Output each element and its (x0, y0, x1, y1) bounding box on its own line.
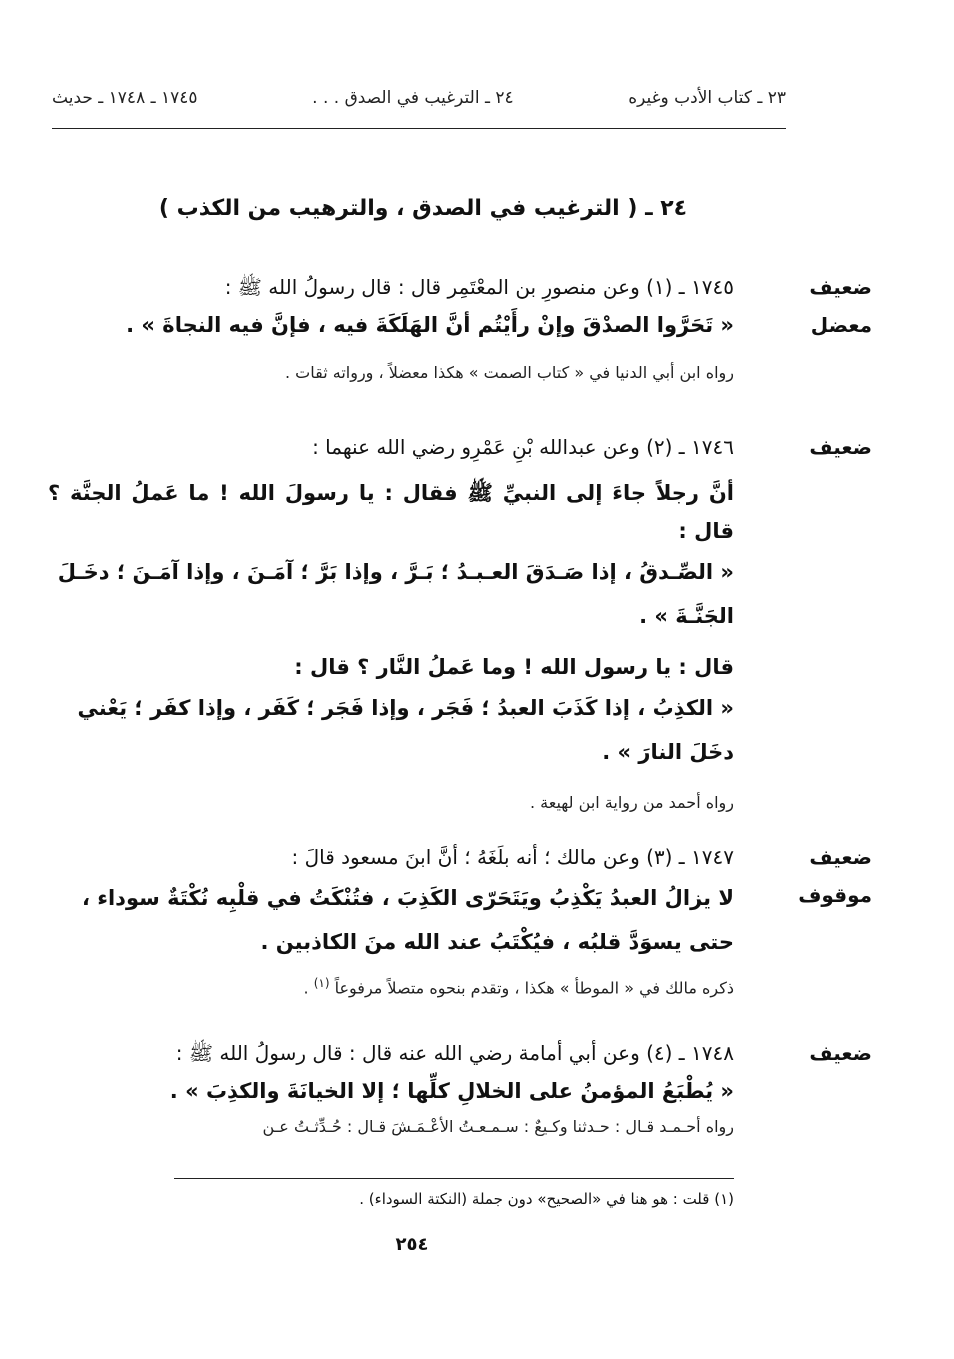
hadith-intro: ١٧٤٨ ـ (٤) وعن أبي أمامة رضي الله عنه قال : قال رسولُ الله ﷺ : (175, 1041, 734, 1065)
running-head (52, 88, 786, 108)
hadith-source: رواه أحمد من رواية ابن لهيعة . (530, 793, 734, 812)
hadith-1745 (52, 268, 872, 388)
hadith-intro: ١٧٤٥ ـ (١) وعن منصورِ بن المعْتَمِر قال : قال رسولُ الله ﷺ : (224, 275, 734, 299)
hadith-source: رواه ابن أبي الدنيا في « كتاب الصمت » هكذا معضلاً ، ورواته ثقات . (285, 363, 734, 382)
hadith-text: « يُطْبَعُ المؤمنُ على الخلالِ كلِّها ؛ إلا الخيانَةَ والكذِبَ » . (169, 1079, 734, 1103)
footnote: (١) قلت : هو هنا في «الصحيح» دون جملة (النكتة السوداء) . (359, 1190, 734, 1208)
running-head-range: ١٧٤٥ ـ ١٧٤٨ ـ حديث (52, 88, 198, 108)
footnote-marker: (١) (313, 976, 330, 990)
hadith-1748 (52, 1034, 872, 1142)
hadith-intro: ١٧٤٦ ـ (٢) وعن عبدالله بْنِ عَمْرِو رضي الله عنهما : (312, 435, 734, 459)
hadith-text: أنَّ رجلاً جاءَ إلى النبيِّ ﷺ فقال : يا رسولَ الله ! ما عَملُ الجنَّة ؟ قال : (48, 481, 734, 543)
hadith-text: حتى يسوَدَّ قلبُه ، فيُكْتَبُ عند الله منَ الكاذبين . (260, 930, 734, 954)
running-head-chapter: ٢٤ ـ الترغيب في الصدق . . . (312, 88, 514, 108)
footnote-divider (174, 1178, 734, 1179)
hadith-text: الجَنَّـةَ » . (639, 604, 734, 628)
hadith-source: ذكره مالك في « الموطأ » هكذا ، وتقدم بنحوه متصلاً مرفوعاً $^{(١)}$ . (303, 976, 734, 998)
page-number: ٢٥٤ (395, 1234, 429, 1255)
hadith-text: دخَلَ النارَ » . (602, 740, 734, 764)
hadith-text: « تَحَرَّوا الصدْقَ وإنْ رأَيْتُم أنَّ الهَلَكَةَ فيه ، فإنَّ فيه النجاةَ » . (126, 313, 734, 337)
hadith-text: « الصِّـدقُ ، إذا صَـدَقَ العـبـدُ ؛ بَـرَّ ، وإذا بَرَّ ؛ آمَـنَ ، وإذا آمَـنَ ؛ دخَـلَ (57, 560, 734, 584)
hadith-text: لا يزالُ العبدُ يَكْذِبُ ويَتَحَرّى الكَذِبَ ، فتُنْكَتُ في قلْبِه نُكْتَةٌ سوداء ، (81, 886, 734, 910)
hadith-text: « الكذِبُ ، إذا كَذَبَ العبدُ ؛ فَجَر ، وإذا فَجَر ؛ كَفَر ، وإذا كفَر ؛ يَعْني (77, 696, 734, 720)
hadith-grade: ضعيف (809, 1041, 872, 1065)
hadith-grade: ضعيف (809, 435, 872, 459)
hadith-intro: ١٧٤٧ ـ (٣) وعن مالك ؛ أنه بلَغَهُ ؛ أنَّ ابنَ مسعود قالَ : (291, 845, 734, 869)
running-head-book: ٢٣ ـ كتاب الأدب وغيره (628, 88, 786, 108)
hadith-1747 (52, 838, 872, 1003)
hadith-text: قال : يا رسول الله ! وما عَملُ النَّار ؟ قال : (294, 655, 734, 679)
hadith-source: رواه أحـمـد قـال : حـدثنا وكـيعٌ : سـمـعـتُ الأعْـمَـشَ قـال : حُـدِّثـتُ عـن (262, 1117, 734, 1136)
hadith-grade: ضعيف موقوف (798, 845, 872, 907)
chapter-title: ٢٤ ـ ( الترغيب في الصدق ، والترهيب من الكذب ) (158, 196, 688, 221)
hadith-grade: ضعيف معضل (809, 275, 872, 337)
header-divider (52, 128, 786, 129)
hadith-1746 (48, 428, 872, 818)
